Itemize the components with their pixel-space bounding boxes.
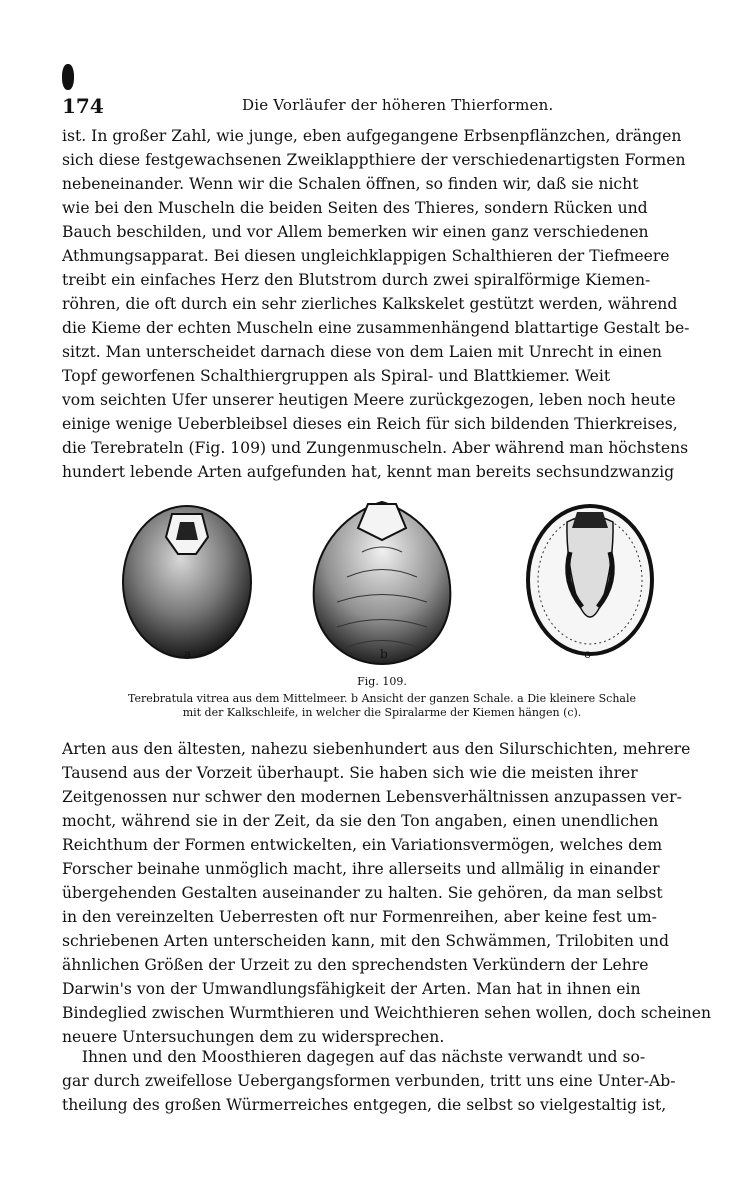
text-line: mocht, während sie in der Zeit, da sie den Ton angaben, einen unendlichen bbox=[62, 812, 659, 830]
text-line: die Terebrateln (Fig. 109) und Zungenmuscheln. Aber während man höchstens bbox=[62, 439, 689, 457]
text-line: ähnlichen Größen der Urzeit zu den sprechendsten Verkündern der Lehre bbox=[62, 956, 649, 974]
text-line: in den vereinzelten Ueberresten oft nur Formenreihen, aber keine fest um- bbox=[62, 908, 657, 926]
text-line: Bauch beschilden, und vor Allem bemerken wir einen ganz verschiedenen bbox=[62, 223, 649, 241]
figure-number: Fig. 109. bbox=[357, 675, 407, 688]
text-line: röhren, die oft durch ein sehr zierliches Kalkskelet gestützt werden, während bbox=[62, 295, 678, 313]
shell-c-icon bbox=[528, 506, 652, 654]
figure-label-a: a bbox=[184, 647, 192, 661]
text-line: treibt ein einfaches Herz den Blutstrom durch zwei spiralförmige Kiemen- bbox=[62, 271, 651, 289]
text-line: übergehenden Gestalten auseinander zu halten. Sie gehören, da man selbst bbox=[62, 884, 663, 902]
text-line: einige wenige Ueberbleibsel dieses ein Reich für sich bildenden Thierkreises, bbox=[62, 415, 678, 433]
text-line: Reichthum der Formen entwickelten, ein Variationsvermögen, welches dem bbox=[62, 836, 663, 854]
caption-line: Terebratula vitrea aus dem Mittelmeer. b Ansicht der ganzen Schale. a Die kleinere Schale bbox=[127, 692, 637, 705]
text-line: sich diese festgewachsenen Zweiklappthiere der verschiedenartigsten Formen bbox=[62, 151, 686, 169]
shell-a-icon bbox=[123, 506, 251, 658]
text-line: Topf geworfenen Schalthiergruppen als Spiral- und Blattkiemer. Weit bbox=[62, 367, 611, 385]
page-number: 174 bbox=[62, 94, 104, 118]
figure-109 bbox=[62, 492, 702, 722]
text-line: schriebenen Arten unterscheiden kann, mit den Schwämmen, Trilobiten und bbox=[62, 932, 669, 950]
text-line: Darwin's von der Umwandlungsfähigkeit der Arten. Man hat in ihnen ein bbox=[62, 980, 641, 998]
caption-line: mit der Kalkschleife, in welcher die Spiralarme der Kiemen hängen (c). bbox=[182, 706, 582, 719]
text-line: die Kieme der echten Muscheln eine zusammenhängend blattartige Gestalt be- bbox=[62, 319, 690, 337]
text-line: Forscher beinahe unmöglich macht, ihre allerseits und allmälig in einander bbox=[62, 860, 660, 878]
page-header bbox=[62, 94, 702, 122]
paragraph-1 bbox=[62, 124, 702, 484]
running-head: Die Vorläufer der höheren Thierformen. bbox=[242, 96, 554, 114]
shell-b-icon bbox=[314, 502, 451, 664]
paragraph-2 bbox=[62, 737, 712, 1049]
text-line: Arten aus den ältesten, nahezu siebenhundert aus den Silurschichten, mehrere bbox=[62, 740, 691, 758]
ink-blot bbox=[62, 64, 74, 90]
text-line: theilung des großen Würmerreiches entgegen, die selbst so vielgestaltig ist, bbox=[62, 1096, 667, 1114]
figure-label-c: c bbox=[584, 647, 591, 661]
text-line: nebeneinander. Wenn wir die Schalen öffnen, so finden wir, daß sie nicht bbox=[62, 175, 639, 193]
text-line: wie bei den Muscheln die beiden Seiten des Thieres, sondern Rücken und bbox=[62, 199, 648, 217]
paragraph-3 bbox=[62, 1045, 702, 1117]
text-line: hundert lebende Arten aufgefunden hat, kennt man bereits sechsundzwanzig bbox=[62, 463, 675, 481]
text-line: vom seichten Ufer unserer heutigen Meere zurückgezogen, leben noch heute bbox=[62, 391, 676, 409]
terebratula-illustration bbox=[62, 492, 702, 667]
text-line: neuere Untersuchungen dem zu widersprechen. bbox=[62, 1028, 445, 1046]
text-line: ist. In großer Zahl, wie junge, eben aufgegangene Erbsenpflänzchen, drängen bbox=[62, 127, 682, 145]
text-line: gar durch zweifellose Uebergangsformen verbunden, tritt uns eine Unter-Ab- bbox=[62, 1072, 676, 1090]
text-line: Zeitgenossen nur schwer den modernen Lebensverhältnissen anzupassen ver- bbox=[62, 788, 682, 806]
text-line: sitzt. Man unterscheidet darnach diese von dem Laien mit Unrecht in einen bbox=[62, 343, 662, 361]
text-line: Athmungsapparat. Bei diesen ungleichklappigen Schalthieren der Tiefmeere bbox=[62, 247, 670, 265]
text-line: Bindeglied zwischen Wurmthieren und Weichthieren sehen wollen, doch scheinen bbox=[62, 1004, 712, 1022]
figure-label-b: b bbox=[380, 647, 388, 661]
text-line: Ihnen und den Moosthieren dagegen auf das nächste verwandt und so- bbox=[62, 1048, 646, 1066]
text-line: Tausend aus der Vorzeit überhaupt. Sie haben sich wie die meisten ihrer bbox=[62, 764, 638, 782]
figure-caption bbox=[62, 692, 702, 720]
